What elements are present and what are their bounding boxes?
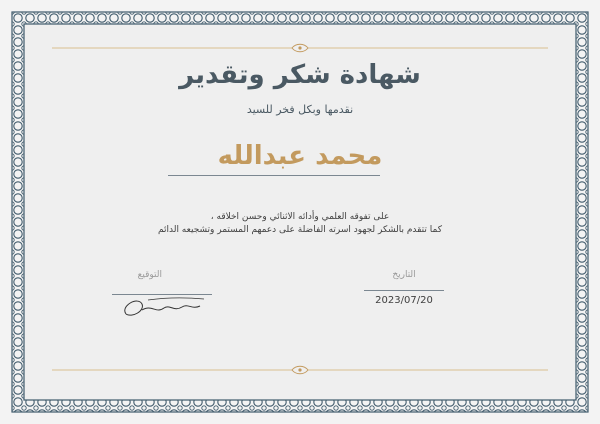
bottom-gold-divider (0, 364, 600, 376)
signature-line (112, 294, 212, 295)
body-line-2: كما تتقدم بالشكر لجهود اسرته الفاضلة على دعمهم المستمر وتشجيعه الدائم (157, 225, 442, 235)
top-gold-divider (0, 42, 600, 54)
date-line (364, 290, 444, 291)
date-block (364, 270, 444, 310)
certificate-title: شهادة شكر وتقدير (179, 60, 421, 90)
recipient-name: محمد عبدالله (217, 141, 383, 171)
date-label: التاريخ (392, 270, 416, 280)
date-value: 2023/07/20 (375, 295, 433, 306)
name-underline (168, 175, 380, 176)
certificate-subtitle: نقدمها وبكل فخر للسيد (246, 103, 354, 116)
signature-label: التوقيع (137, 270, 162, 280)
body-line-1: على تفوقه العلمي وأدائه الاثنائي وحسن اخلاقه ، (210, 212, 390, 222)
certificate-body (0, 211, 600, 237)
signature-scribble (112, 274, 212, 324)
signature-block (112, 270, 212, 320)
